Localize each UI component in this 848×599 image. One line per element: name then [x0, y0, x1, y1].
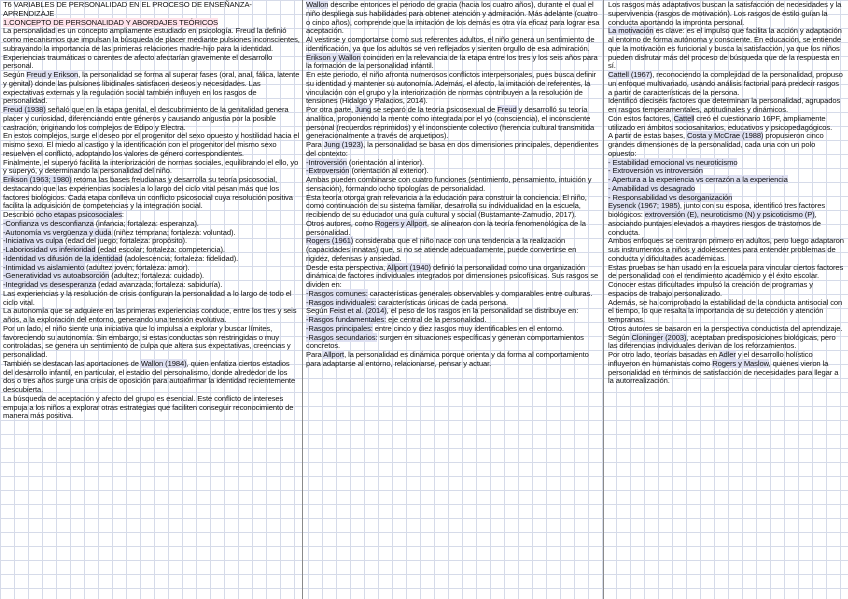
highlighted-term: -Confianza vs desconfianza [3, 218, 94, 228]
text-run: describe entonces el periodo de gracia (hacia los cuatro años), durante el cual el niño despliega sus habilidades para obtener atención y admiración. Más adelante (cuatro o cinco años), comprende que la imitación de los demás es otra vía eficaz para lograr esa aceptación. [306, 0, 600, 36]
highlighted-term: -Rasgos principales: [306, 323, 373, 333]
text-run: eje central de la personalidad. [386, 315, 487, 324]
text-run: retoma las bases freudianas y desarrolla su teoría psicosocial, destacando que las experiencias sociales a lo largo del ciclo vital pesan más que los factores biológicos. Cada etapa conlleva un conflicto psicosocial cuya resolución positiva facilita la adquisición de competencias y la integración social. [3, 175, 293, 211]
paragraph [306, 1, 601, 36]
highlighted-term: Cattell (1967) [608, 70, 653, 79]
column-left [3, 0, 301, 599]
paragraph [306, 237, 601, 263]
highlighted-term: ocho etapas psicosociales [35, 210, 122, 219]
text-run: También se destacan las aportaciones de [3, 358, 141, 368]
text-run: (orientación al interior). [346, 157, 424, 167]
text-run: (niñez temprana; fortaleza: voluntad). [111, 227, 236, 237]
text-run: La búsqueda de aceptación y afecto del grupo es esencial. Este conflicto de intereses empuja a los niños a explorar otras estrategias que faciliten conseguir reconocimiento de manera más positiva. [3, 393, 294, 421]
section-heading: 1.CONCEPTO DE PERSONALIDAD Y ABORDAJES TEÓRICOS [3, 17, 219, 27]
text-run: Las experiencias y la resolución de crisis configuran la personalidad a lo largo de todo el ciclo vital. [3, 288, 292, 307]
text-run: Esta teoría otorga gran relevancia a la educación para construir la conciencia. El niño, como continuación de su sistema familiar, desarrolla su individualidad en la escuela, recibiendo de su educador una guía cultural y social (Bustamante-Zamudio, 2017). [306, 192, 587, 219]
paragraph [306, 106, 601, 141]
highlighted-term: La motivación [608, 26, 654, 36]
text-run: coinciden en la relevancia de la etapa entre los tres y los seis años para la formación de la personalidad infantil. [306, 52, 598, 71]
paragraph [306, 54, 601, 72]
highlighted-term: Freud (1938) [3, 105, 46, 114]
highlighted-term: Cattell [673, 113, 695, 123]
paragraph [608, 264, 844, 282]
text-run: Describió [3, 210, 36, 219]
highlighted-term: - Estabilidad emocional vs neuroticismo [608, 157, 738, 167]
paragraph [306, 176, 601, 194]
highlighted-term: - Apertura a la experiencia vs cerrazón a la experiencia [608, 175, 788, 184]
text-run: Por otro lado, teorías basadas en [608, 350, 719, 359]
text-run: , el peso de los rasgos en la personalidad se distribuye en: [386, 306, 579, 316]
column-divider-1 [302, 0, 303, 599]
highlighted-term: Allport [323, 350, 345, 359]
highlighted-term: Freud [497, 105, 517, 114]
text-run: , junto con su esposa, identificó tres factores biológicos: [608, 201, 826, 219]
text-run: Para [306, 140, 324, 149]
highlighted-term: Freud y Erikson [26, 70, 79, 79]
paragraph [608, 27, 844, 71]
paragraph [3, 290, 301, 308]
paragraph [608, 325, 844, 351]
text-run: , la personalidad es dinámica porque orienta y da forma al comportamiento para adaptarse al entorno, relacionarse, pensar y actuar. [306, 350, 589, 368]
highlighted-term: Wallon [306, 0, 329, 9]
paragraph [3, 159, 301, 177]
text-run: consideraba que el niño nace con una tendencia a la realización (capacidades innatas) que, si no se atiende adecuadamente, puede convertirse en rigidez, defensas y ansiedad. [306, 236, 577, 263]
text-run: Ambas pueden combinarse con cuatro funciones (sentimiento, pensamiento, intuición y sensación), formando ocho tipologías de personalidad. [306, 175, 592, 193]
paragraph [3, 27, 301, 71]
highlighted-term: -Iniciativa vs culpa [3, 236, 64, 246]
highlighted-term: -Rasgos secundarios: [306, 332, 378, 342]
highlighted-term: Cloninger (2003) [631, 332, 687, 342]
text-run: En este periodo, el niño afronta numerosos conflictos interpersonales, pues busca definir su identidad y mantener su autonomía. Además, el afecto, la imitación de referentes, la vinculación con el grupo y la interiorización de normas contribuyen a la resolución de tensiones (Hidalgo y Palacios, 2014). [306, 70, 596, 106]
highlighted-term: Rogers y Maslow [712, 358, 769, 368]
text-run: Con estos factores, [608, 113, 674, 123]
document-title: T6 VARIABLES DE PERSONALIDAD EN EL PROCESO DE ENSEÑANZA-APRENDIZAJE [3, 0, 252, 18]
text-run: , asociando puntajes elevados a mayores riesgos de trastornos de conducta. [608, 210, 821, 237]
paragraph [608, 132, 844, 158]
highlighted-term: Rogers y Allport [374, 218, 427, 228]
text-run: Estas pruebas se han usado en la escuela para vincular ciertos factores de personalidad con el rendimiento académico y el éxito escolar. [608, 262, 844, 281]
highlighted-term: extroversión (E), neuroticismo (N) y psicoticismo (P) [644, 210, 815, 219]
highlighted-term: Feist et al. (2014) [329, 306, 387, 316]
text-run: (infancia; fortaleza: esperanza). [93, 218, 199, 228]
paragraph [3, 176, 301, 211]
highlighted-term: -Laboriosidad vs inferioridad [3, 245, 96, 254]
paragraph [608, 97, 844, 115]
text-run: es clave: es el impulso que facilita la acción y adaptación al entorno de forma autónoma y consciente. En educación, se entiende que la motivación es funcional y busca la satisfacción, ya que los niños pueden disfrutar más del proceso de búsqueda que de la respuesta en sí. [608, 26, 842, 71]
paragraph [608, 1, 844, 27]
paragraph [608, 299, 844, 325]
text-run: Los rasgos más adaptativos buscan la satisfacción de necesidades y la supervivencia (rasgos de motivación). Los rasgos de estilo guían la conducta aportando la impronta personal. [608, 0, 842, 27]
text-run: definió la personalidad como una organización dinámica de factores individuales integrados por dimensiones psicofísicas. Sus rasgos se dividen en: [306, 262, 599, 289]
paragraph [608, 351, 844, 386]
paragraph [306, 71, 601, 106]
text-run: Según [306, 306, 330, 316]
text-run: características generales observables y comparables entre culturas. [367, 288, 593, 298]
highlighted-term: Erikson (1963; 1980) [3, 175, 72, 184]
column-middle [306, 0, 601, 599]
paragraph [306, 194, 601, 220]
highlighted-term: Wallon (1984) [140, 358, 187, 368]
highlighted-term: Adler [718, 350, 736, 359]
paragraph [3, 360, 301, 395]
text-run: , la personalidad se forma al superar fases (oral, anal, fálica, latente y genital) donde las pulsiones libidinales satisfacen deseos y necesidades. Las expectativas externas y la regulación social también influyen en los rasgos de personalidad. [3, 70, 300, 106]
paragraph [306, 334, 601, 352]
text-run: creó el cuestionario 16PF, ampliamente utilizado en ámbitos sociosanitarios, educativos y psicopedagógicos. [608, 113, 833, 132]
column-right [608, 0, 844, 599]
text-run: (edad avanzada; fortaleza: sabiduría). [96, 280, 223, 289]
text-run: Otros autores se basaron en la perspectiva conductista del aprendizaje. Según [608, 323, 843, 342]
highlighted-term: Jung (1923) [323, 140, 364, 149]
highlighted-term: -Integridad vs desesperanza [3, 280, 97, 289]
text-run: , quien enfatiza ciertos estadios del desarrollo infantil, en particular, el estadio del personalismo, donde alrededor de los dos o tres años surge una crisis de oposición para autoafirmar la identidad recientemente descubierta. [3, 358, 296, 394]
paragraph [3, 132, 301, 158]
highlighted-term: -Rasgos individuales: [306, 297, 377, 307]
text-run: y desarrolló su teoría analítica, proponiendo la mente como integrada por el yo (consciencia), el inconsciente personal (recuerdos reprimidos) y el inconsciente colectivo (herencia cultural transmitida generacionalmente a través de arquetipos). [306, 105, 595, 141]
paragraph [3, 307, 301, 325]
highlighted-term: -Identidad vs difusión de la identidad [3, 253, 123, 263]
text-run: (adultez joven; fortaleza: amor). [84, 262, 190, 272]
text-run: , la personalidad se basa en dos dimensiones principales, dependientes del contexto: [306, 140, 599, 158]
text-run: , se alinearon con la teoría fenomenológica de la personalidad. [306, 218, 586, 237]
paragraph [608, 71, 844, 97]
paragraph [306, 36, 601, 54]
highlighted-term: -Extroversión [306, 166, 350, 176]
text-run: Desde esta perspectiva, [306, 262, 387, 272]
text-run: Por otra parte, [306, 105, 356, 114]
text-run: características únicas de cada persona. [376, 297, 508, 307]
highlighted-term: Allport (1940) [386, 262, 431, 272]
text-run: entre cinco y diez rasgos muy identificables en el entorno. [372, 323, 564, 333]
highlighted-term: Erikson y Wallon [306, 52, 361, 62]
text-run: , aceptaban predisposiciones biológicas, pero las diferencias individuales derivan de los reforzamientos. [608, 332, 836, 351]
highlighted-term: -Intimidad vs aislamiento [3, 262, 85, 272]
text-run: (adolescencia; fortaleza: fidelidad). [122, 253, 239, 263]
paragraph [306, 141, 601, 159]
text-run: Identificó dieciséis factores que determinan la personalidad, agrupados en rasgos temperamentales, aptitudinales y dinámicos. [608, 96, 841, 114]
paragraph [3, 325, 301, 360]
text-run: Ambos enfoques se centraron primero en adultos, pero luego adaptaron sus instrumentos a niños y adolescentes para entender problemas de conducta y dificultades académicas. [608, 236, 844, 263]
highlighted-term: -Introversión [306, 157, 347, 167]
paragraph [608, 202, 844, 237]
text-run: señaló que en la etapa genital, el descubrimiento de la genitalidad genera placer y curiosidad, diferenciando entre géneros y causando angustia por la posible castración, originando los complejos de Edipo y Electra. [3, 105, 289, 132]
highlighted-term: Rogers (1961) [306, 236, 354, 246]
text-run: (adultez; fortaleza: cuidado). [109, 271, 205, 281]
highlighted-term: Jung [355, 105, 372, 114]
text-run: En estos complejos, surge el deseo por el progenitor del sexo opuesto y hostilidad hacia el mismo sexo. El miedo al castigo y la identificación con el progenitor del mismo sexo resuelven el conflicto, adoptando los valores de género correspondientes. [3, 131, 300, 158]
highlighted-term: -Autonomía vs vergüenza y duda [3, 227, 112, 237]
text-run: Además, se ha comprobado la estabilidad de la conducta antisocial con el tiempo, lo que resalta la importancia de su detección y atención tempranas. [608, 297, 843, 324]
highlighted-term: - Responsabilidad vs desorganización [608, 192, 733, 202]
text-run: A partir de estas bases, [608, 131, 687, 141]
paragraph [608, 237, 844, 263]
text-run: Para [306, 350, 324, 359]
paragraph [306, 351, 601, 369]
text-run: Por un lado, el niño siente una iniciativa que lo impulsa a explorar y buscar límites, favoreciendo su autonomía. Sin embargo, si estas conductas son restringidas o muy controladas, se genera un sentimiento de culpa que altera sus expectativas, creencias y personalidad. [3, 323, 291, 359]
text-run: , reconociendo la complejidad de la personalidad, propuso un enfoque multivariado, usando análisis factorial para predecir rasgos a partir de características de la persona. [608, 70, 843, 97]
text-run: propusieron cinco grandes dimensiones de la personalidad, cada una con un polo opuesto: [608, 131, 824, 158]
paragraph [608, 115, 844, 133]
text-run: : [121, 210, 124, 219]
paragraph [608, 281, 844, 299]
text-run: Otros autores, como [306, 218, 375, 228]
highlighted-term: -Rasgos fundamentales: [306, 315, 387, 324]
paragraph [306, 264, 601, 290]
text-run: La personalidad es un concepto ampliamente estudiado en psicología. Freud la definió como mecanismos que impulsan la búsqueda de placer mediante pulsiones inconscientes, subrayando la importancia de las primeras relaciones madre-hijo para la identidad. Experiencias traumáticas o carentes de afecto afectarían gravemente el desarrollo personal. [3, 26, 300, 71]
highlighted-term: - Amabilidad vs desagrado [608, 183, 695, 193]
text-run: se separó de la teoría psicosexual de [371, 105, 498, 114]
highlighted-term: -Rasgos comunes: [306, 288, 368, 298]
text-run: Conocer estas dificultades impulsó la creación de programas y espacios de trabajo personalizado. [608, 280, 813, 298]
text-run: (orientación al exterior). [349, 166, 429, 176]
text-run: Según [3, 70, 27, 79]
text-run: (edad del juego; fortaleza: propósito). [63, 236, 187, 246]
paragraph [3, 106, 301, 132]
text-run: La autonomía que se adquiere en las primeras experiencias conduce, entre los tres y seis años, a la exploración del entorno, generando una tensión evolutiva. [3, 306, 297, 324]
text-run: Al vestirse y comportarse como sus referentes adultos, el niño genera un sentimiento de identificación, ya que los adultos se ven reflejados y sienten orgullo de esa admiración. [306, 35, 595, 53]
highlighted-term: Eysenck (1967; 1985) [608, 201, 680, 211]
text-run: Finalmente, el superyó facilita la interiorización de normas sociales, equilibrando el ello, yo y superyó, y determinando la personalidad del niño. [3, 157, 299, 176]
text-run: (edad escolar; fortaleza: competencia). [95, 245, 225, 254]
highlighted-term: Costa y McCrae (1988) [686, 131, 764, 141]
text-run: y el desarrollo holístico influyeron en humanistas como [608, 350, 813, 368]
highlighted-term: -Generatividad vs autoabsorción [3, 271, 110, 281]
text-run: surgen en situaciones específicas y generan comportamientos concretos. [306, 332, 584, 351]
paragraph [306, 220, 601, 238]
text-run: , quienes vieron la personalidad en términos de satisfacción de necesidades para llegar a la autorrealización. [608, 358, 839, 386]
column-divider-2 [603, 0, 604, 599]
paragraph [3, 71, 301, 106]
highlighted-term: - Extroversión vs introversión [608, 166, 703, 176]
paragraph [3, 395, 301, 421]
